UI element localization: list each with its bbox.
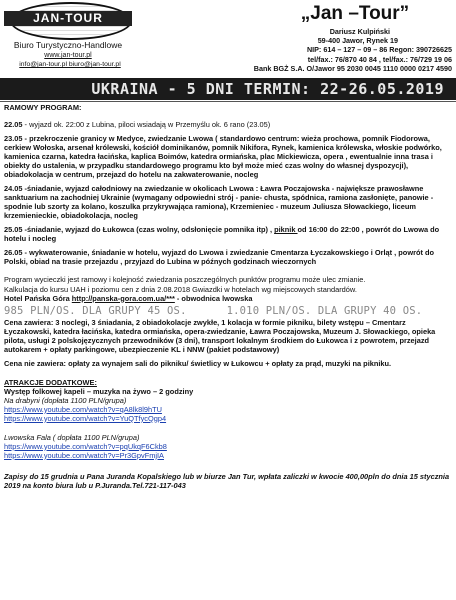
day-date: 22.05 bbox=[4, 120, 23, 130]
picnic-label: piknik bbox=[274, 225, 298, 235]
day-item bbox=[4, 120, 450, 129]
day-text: -śniadanie, wyjazd całodniowy na zwiedzanie w okolicach Lwowa : Ławra Poczajowska - największe prawosławne sanktuarium na zachodniej Ukrainie (wymagany odpowiedni strój - panie- chusta, spódnica, ramiona zasłonięte, panowie - spodnie lub szorty za kolano, koszulka przykrywająca ramiona), Krzemieniec - muzeum Juliusza Słowackiego, liceum krzemienieckie, obiadokolacja, nocleg bbox=[4, 184, 434, 221]
hotel-suffix: - obwodnica lwowska bbox=[174, 293, 253, 303]
youtube-link[interactable]: https://www.youtube.com/watch?v=Pr3GpvFmjIA bbox=[4, 450, 164, 460]
agency-name: Biuro Turystyczno-Handlowe bbox=[13, 40, 123, 50]
price-row bbox=[4, 305, 450, 318]
hotel-line bbox=[4, 294, 450, 303]
day-text: - wykwaterowanie, śniadanie w hotelu, wyjazd do Lwowa i zwiedzanie Cmentarza Łyczakowskiego i Orląt , powrót do Polski, obiad na trasie przejazdu , przyjazd do Lubina w późnych godzinach wieczornych bbox=[4, 248, 434, 267]
program-heading: RAMOWY PROGRAM: bbox=[4, 103, 82, 112]
day-text: -śniadanie, wyjazd do Łukowca (czas wolny, odsłonięcie pomnika itp) , bbox=[22, 225, 275, 235]
bank-account: Bank BGŻ S.A. O/Jawor 95 2030 0045 1110 0000 0217 4590 bbox=[253, 63, 452, 73]
excludes-paragraph bbox=[4, 359, 450, 368]
youtube-link[interactable]: https://www.youtube.com/watch?v=pqUkqF6Ckb8 bbox=[4, 441, 167, 451]
brand-title: „Jan –Tour” bbox=[300, 3, 410, 24]
day-text: od 16:00 do 22:00 , powrót do Lwowa do hotelu i nocleg bbox=[4, 225, 440, 244]
day-text: - przekroczenie granicy w Medyce, zwiedzanie Lwowa ( standardowo centrum: wieża prochowa, pomnik Fiodorowa, cerkiew Wołoska, arsenał królewski, kościół dominikanów, pomnik Nikifora, Rynek, kamienica królewska, włoskie podwórko, kamienica czarna, katedra łacińska, kaplica Boimów, katedra ormiańska, plac Mickiewicza, opera , ewentualnie inna trasa i obiekty do ustalenia, w przypadku standardowego programu kto był może mieć czas wolny do własnej dyspozycji), obiadokolacja w centrum, przejazd do hotelu na zakwaterowanie, nocleg bbox=[4, 134, 442, 180]
email-links[interactable]: info@jan-tour.pl biuro@jan-tour.pl bbox=[19, 61, 121, 68]
extras-heading: ATRAKCJE DODATKOWE: bbox=[4, 377, 97, 387]
day-date: 24.05 bbox=[4, 184, 23, 194]
owner-name: Dariusz Kulpiński bbox=[329, 27, 390, 36]
excludes-text: opłaty za wynajem sali do pikniku/ świetlicy w Łukowcu + opłaty za prąd, muzyki na pikniku. bbox=[66, 359, 392, 369]
program-note: Program wycieczki jest ramowy i kolejność zwiedzania poszczególnych punktów programu może ulec zmianie. bbox=[4, 275, 366, 285]
extra-item-subtitle: Na drabyni (dopłata 1100 PLN/grupa) bbox=[4, 395, 127, 405]
day-item bbox=[4, 225, 450, 243]
youtube-link[interactable]: https://www.youtube.com/watch?v=YuQTfycQgp4 bbox=[4, 413, 167, 423]
day-item bbox=[4, 248, 450, 266]
youtube-link[interactable]: https://www.youtube.com/watch?v=qA8lk8l9hTU bbox=[4, 404, 162, 414]
trip-title: UKRAINA - 5 DNI TERMIN: 22-26.05.2019 bbox=[91, 80, 444, 98]
day-date: 26.05 bbox=[4, 248, 23, 258]
hotel-link[interactable]: http://panska-gora.com.ua/*** bbox=[71, 293, 175, 303]
day-date: 23.05 bbox=[4, 134, 23, 144]
price-40: 1.010 PLN/OS. DLA GRUPY 40 OS. bbox=[226, 304, 423, 317]
day-item bbox=[4, 134, 450, 179]
jan-tour-logo bbox=[4, 2, 132, 38]
includes-text: 3 noclegi, 3 śniadania, 2 obiadokolacje zwykłe, 1 kolacja w formie pikniku, bilety wstępu – Cmentarz Łyczakowski, katedra łacińska, katedra ormiańska, opera-zwiedzanie, Ławra Poczajowska, Muzeum J. Słowackiego, opieka pilota, usługi 2 polskojęzycznych przewodników (3 dni), transport lokalnym środkiem do Łukowca i z powrotem, przejazd autokarem + opłaty parkingowe, ubezpieczenie KL i NNW (pakiet podstawowy) bbox=[4, 318, 436, 355]
phone-numbers: tel/fax.: 76/870 40 84 , tel/fax.: 76/729 19 06 bbox=[307, 54, 452, 64]
tax-ids: NIP: 614 – 127 – 09 – 86 Regon: 390726625 bbox=[306, 45, 452, 55]
footer-note: Zapisy do 15 grudnia u Pana Juranda Kopalskiego lub w biurze Jan Tur, wpłata zaliczki w kwocie 400,00pln do dnia 15 stycznia 2019 na konto biura lub u P.Juranda.Tel.721-117-043 bbox=[4, 471, 450, 490]
extra-item-subtitle: Lwowska Fala ( dopłata 1100 PLN/grupa) bbox=[4, 432, 140, 442]
company-details bbox=[188, 27, 452, 73]
day-date: 25.05 bbox=[4, 225, 23, 235]
document-body bbox=[4, 103, 450, 495]
includes-paragraph bbox=[4, 318, 450, 354]
website-link[interactable]: www.jan-tour.pl bbox=[44, 52, 92, 59]
divider bbox=[0, 101, 456, 102]
address: 59-400 Jawor, Rynek 19 bbox=[317, 36, 398, 46]
extra-item-title: Występ folkowej kapeli – muzyka na żywo – 2 godziny bbox=[4, 386, 194, 396]
day-item bbox=[4, 184, 450, 220]
logo-banner: JAN-TOUR bbox=[4, 11, 132, 26]
day-text: - wyjazd ok. 22:00 z Lubina, piloci wsiadają w Przemyślu ok. 6 rano (23.05) bbox=[22, 120, 271, 130]
excludes-label: Cena nie zawiera: bbox=[4, 359, 67, 369]
calculation-note: Kalkulacja do kursu UAH i poziomu cen z dnia 2.08.2018 Gwiazdki w hotelach wg miejscowych standardów. bbox=[4, 284, 357, 294]
includes-label: Cena zawiera: bbox=[4, 318, 54, 328]
price-45: 985 PLN/OS. DLA GRUPY 45 OS. bbox=[4, 304, 187, 317]
hotel-label: Hotel Pańska Góra bbox=[4, 293, 72, 303]
